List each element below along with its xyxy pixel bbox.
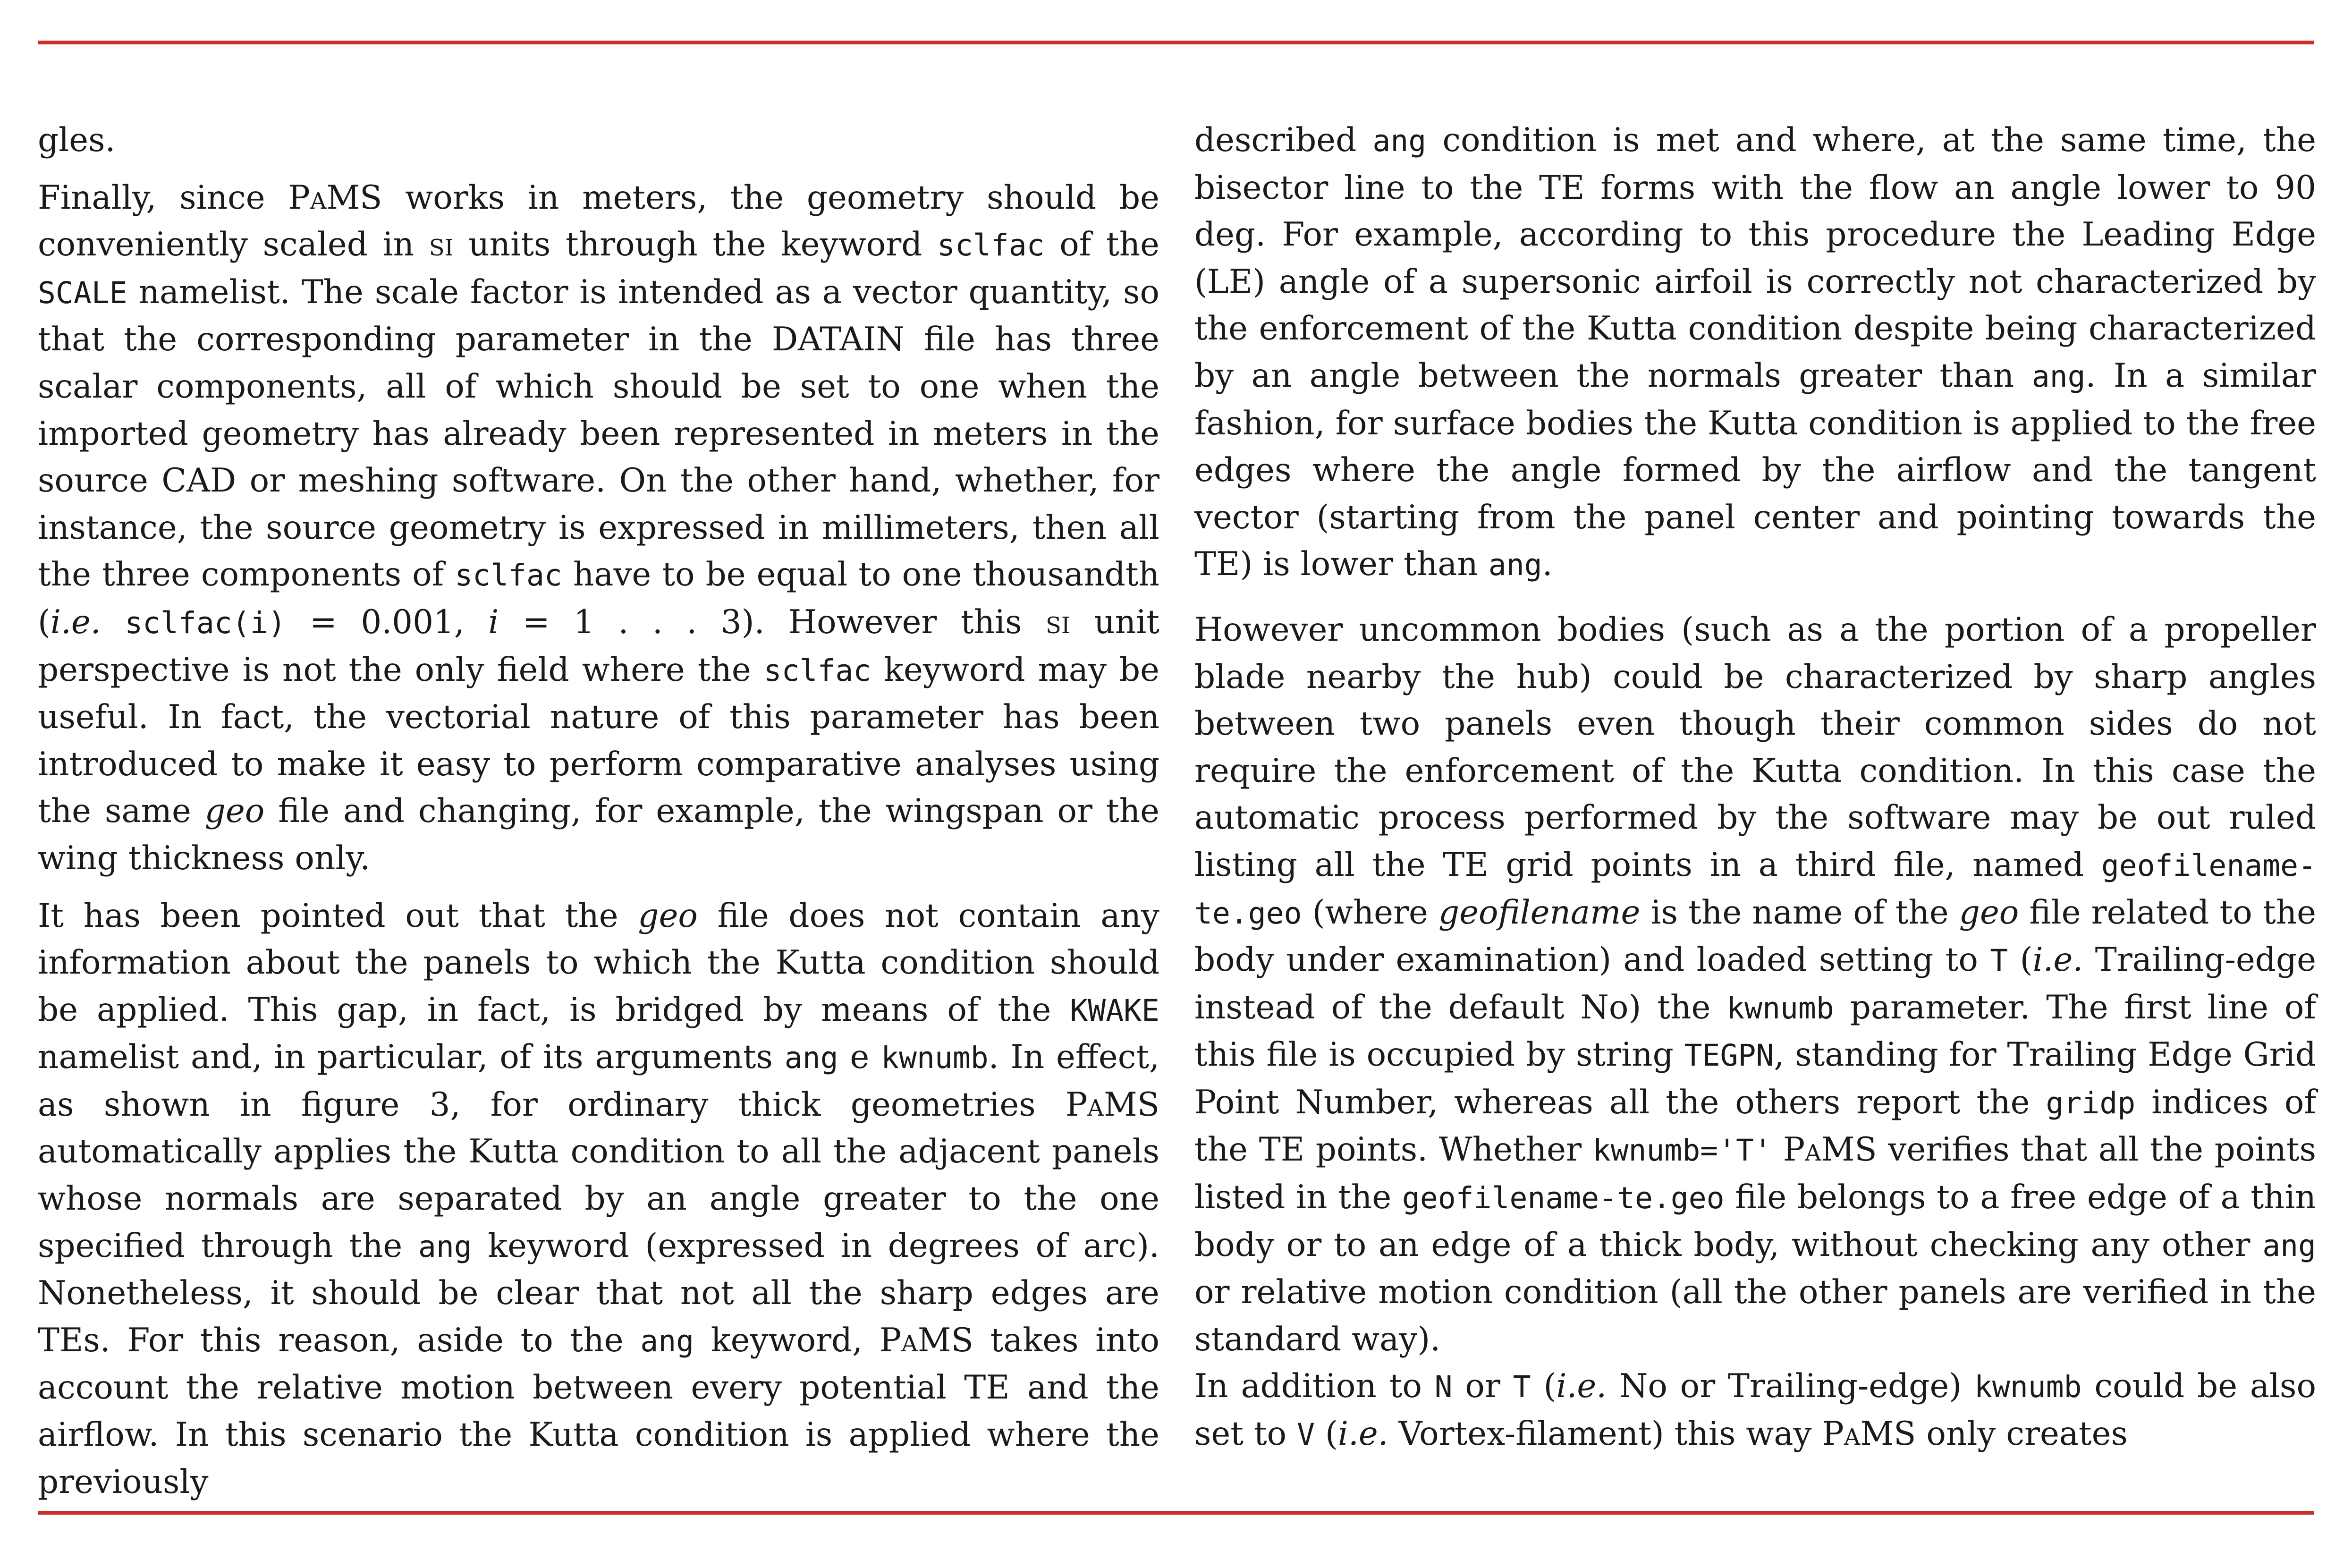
code-term: T <box>1990 943 2008 978</box>
small-caps-term: TE <box>964 1369 1010 1407</box>
small-caps-term: TE <box>1194 545 1240 584</box>
code-term: ang <box>1488 548 1542 583</box>
code-term: gridp <box>2046 1085 2136 1120</box>
top-rule <box>38 41 2314 44</box>
italic-term: geo <box>204 792 265 831</box>
code-term: sclfac <box>937 228 1045 263</box>
right-paragraph-2: However uncommon bodies (such as a the portion of a propeller blade nearby the hub) could be characterized by sharp angles between two panels even though their common sides do not require the enforcement of the Kutta condition. In this case the automatic process performed by the software may be out ruled listing all the TE grid points in a third file, named geofilename-te.geo (where geofilename is the name of the geo file related to the body under examination) and loaded setting to T (i.e. Trailing-edge instead of the default No) the kwnumb parameter. The first line of this file is occupied by string TEGPN, standing for Trailing Edge Grid Point Number, whereas all the others report the gridp indices of the TE points. Whether kwnumb='T' PaMS verifies that all the points listed in the geofilename-te.geo file belongs to a free edge of a thin body or to an edge of a thick body, without checking any other ang or relative motion condition (all the other panels are verified in the standard way). <box>1194 610 2317 1358</box>
small-caps-term: PaMS <box>1783 1131 1877 1169</box>
right-column <box>1194 117 2316 1458</box>
italic-term: i.e. <box>50 603 101 641</box>
code-term: ang <box>784 1041 838 1076</box>
small-caps-term: PaMS <box>879 1321 973 1359</box>
code-term: N <box>1434 1370 1453 1405</box>
right-paragraph-3: In addition to N or T (i.e. No or Trailing-edge) kwnumb could be also set to V (i.e. Vortex-filament) this way PaMS only creates <box>1194 1367 2316 1453</box>
italic-term: geo <box>638 897 698 935</box>
code-term: kwnumb='T' <box>1592 1133 1772 1168</box>
code-term: sclfac(i) <box>125 605 286 640</box>
code-term: geofilename-te.geo <box>1194 848 2317 931</box>
italic-term: i.e. <box>1337 1415 1388 1453</box>
italic-term: i.e. <box>2032 941 2083 979</box>
italic-term: i.e. <box>1556 1367 1607 1406</box>
small-caps-term: TE <box>38 1321 84 1359</box>
code-term: kwnumb <box>1974 1370 2082 1405</box>
code-term: T <box>1513 1370 1531 1405</box>
left-paragraph-2: Finally, since PaMS works in meters, the geometry should be conveniently scaled in si units through the keyword sclfac of the SCALE namelist. The scale factor is intended as a vector quantity, so that the corresponding parameter in the DATAIN file has three scalar components, all of which should be set to one when the imported geometry has already been represented in meters in the source CAD or meshing software. On the other hand, whether, for instance, the source geometry is expressed in millimeters, then all the three components of sclfac have to be equal to one thousandth (i.e. sclfac(i) = 0.001, i = 1 . . . 3). However this si unit perspective is not the only field where the sclfac keyword may be useful. In fact, the vectorial nature of this parameter has been introduced to make it easy to perform comparative analyses using the same geo file and changing, for example, the wingspan or the wing thickness only. <box>38 178 1159 877</box>
bottom-rule <box>38 1511 2314 1515</box>
code-term: ang <box>640 1323 694 1358</box>
code-term: sclfac <box>455 558 562 593</box>
small-caps-term: PaMS <box>1822 1415 1916 1453</box>
small-caps-term: si <box>1046 603 1070 641</box>
left-paragraph-1: gles. <box>38 121 116 159</box>
code-term: SCALE <box>38 275 127 310</box>
code-term: ang <box>2262 1228 2316 1263</box>
code-term: sclfac <box>763 653 871 688</box>
small-caps-term: PaMS <box>1065 1085 1159 1124</box>
small-caps-term: PaMS <box>288 178 382 217</box>
left-paragraph-3: It has been pointed out that the geo file does not contain any information about the panels to which the Kutta condition should be applied. This gap, in fact, is bridged by means of the KWAKE namelist and, in particular, of its arguments ang e kwnumb. In effect, as shown in figure 3, for ordinary thick geometries PaMS automatically applies the Kutta condition to all the adjacent panels whose normals are separated by an angle greater to the one specified through the ang keyword (expressed in degrees of arc). Nonetheless, it should be clear that not all the sharp edges are TEs. For this reason, aside to the ang keyword, PaMS takes into account the relative motion between every potential TE and the airflow. In this scenario the Kutta condition is applied where the previously <box>38 897 1159 1501</box>
italic-term: i <box>488 603 499 641</box>
code-term: KWAKE <box>1070 993 1159 1028</box>
right-paragraph-1: described ang condition is met and where, at the same time, the bisector line to the TE forms with the flow an angle lower to 90 deg. For example, according to this procedure the Leading Edge (LE) angle of a supersonic airfoil is correctly not characterized by the enforcement of the Kutta condition despite being characterized by an angle between the normals greater than ang. In a similar fashion, for surface bodies the Kutta condition is applied to the free edges where the angle formed by the airflow and the tangent vector (starting from the panel center and pointing towards the TE) is lower than ang. <box>1194 121 2317 584</box>
small-caps-term: TE <box>1539 169 1585 207</box>
small-caps-term: si <box>429 226 454 264</box>
code-term: kwnumb <box>1726 991 1834 1026</box>
small-caps-term: TE <box>1443 846 1489 884</box>
code-term: ang <box>1372 124 1427 158</box>
code-term: V <box>1297 1417 1315 1452</box>
code-term: geofilename-te.geo <box>1402 1181 1725 1216</box>
code-term: TEGPN <box>1684 1038 1774 1073</box>
code-term: ang <box>418 1229 472 1264</box>
code-term: ang <box>2031 359 2086 394</box>
small-caps-term: TE <box>1259 1131 1305 1169</box>
italic-term: geofilename <box>1438 893 1641 932</box>
small-caps-term: LE <box>1207 263 1253 301</box>
code-term: kwnumb <box>881 1041 989 1076</box>
left-column <box>38 117 1159 1506</box>
italic-term: geo <box>1959 893 2019 932</box>
